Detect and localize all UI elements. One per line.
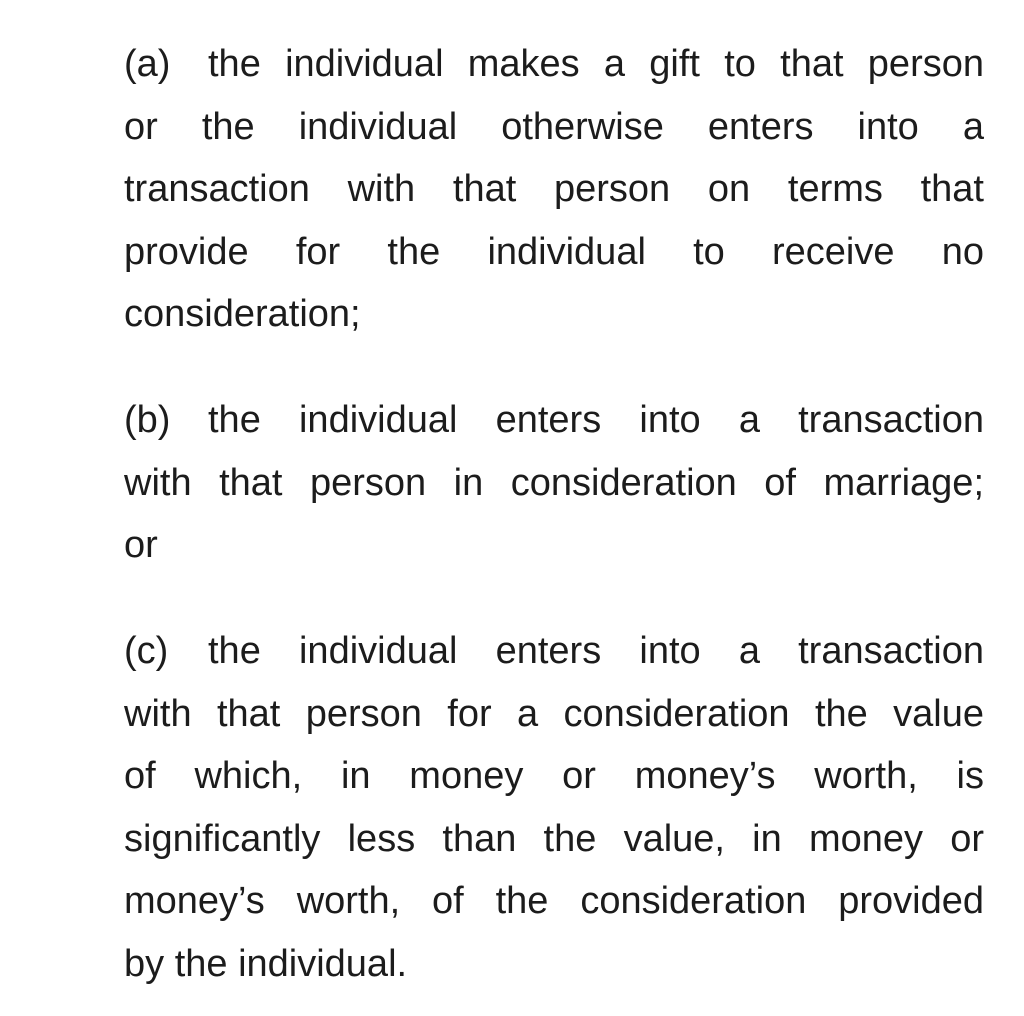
- clause-c: [124, 620, 984, 995]
- clause-line: significantly less than the value, in money or: [124, 817, 984, 860]
- clause-line: with that person for a consideration the value: [124, 692, 984, 735]
- clause-label: (c): [124, 630, 169, 672]
- clause-line: provide for the individual to receive no: [124, 230, 984, 273]
- clause-line: transaction with that person on terms that: [124, 168, 984, 210]
- clause-line: [124, 389, 984, 452]
- clause-line: of which, in money or money’s worth, is: [124, 755, 984, 797]
- clause-a: [124, 33, 984, 346]
- clause-line: money’s worth, of the consideration provided: [124, 880, 984, 922]
- clause-line: [124, 33, 984, 96]
- clause-line: or: [124, 524, 158, 566]
- clause-text: the individual enters into a transaction: [208, 630, 984, 672]
- clause-line: by the individual.: [124, 942, 408, 985]
- clause-label: (b): [124, 399, 171, 441]
- clause-text: the individual makes a gift to that person: [208, 43, 984, 85]
- clause-text: the individual enters into a transaction: [208, 399, 984, 441]
- clause-line: [124, 620, 984, 683]
- clause-line: with that person in consideration of marriage;: [124, 461, 984, 504]
- clause-line: or the individual otherwise enters into a: [124, 105, 984, 148]
- clause-b: [124, 389, 984, 577]
- clause-label: (a): [124, 43, 171, 85]
- clause-line: consideration;: [124, 293, 361, 335]
